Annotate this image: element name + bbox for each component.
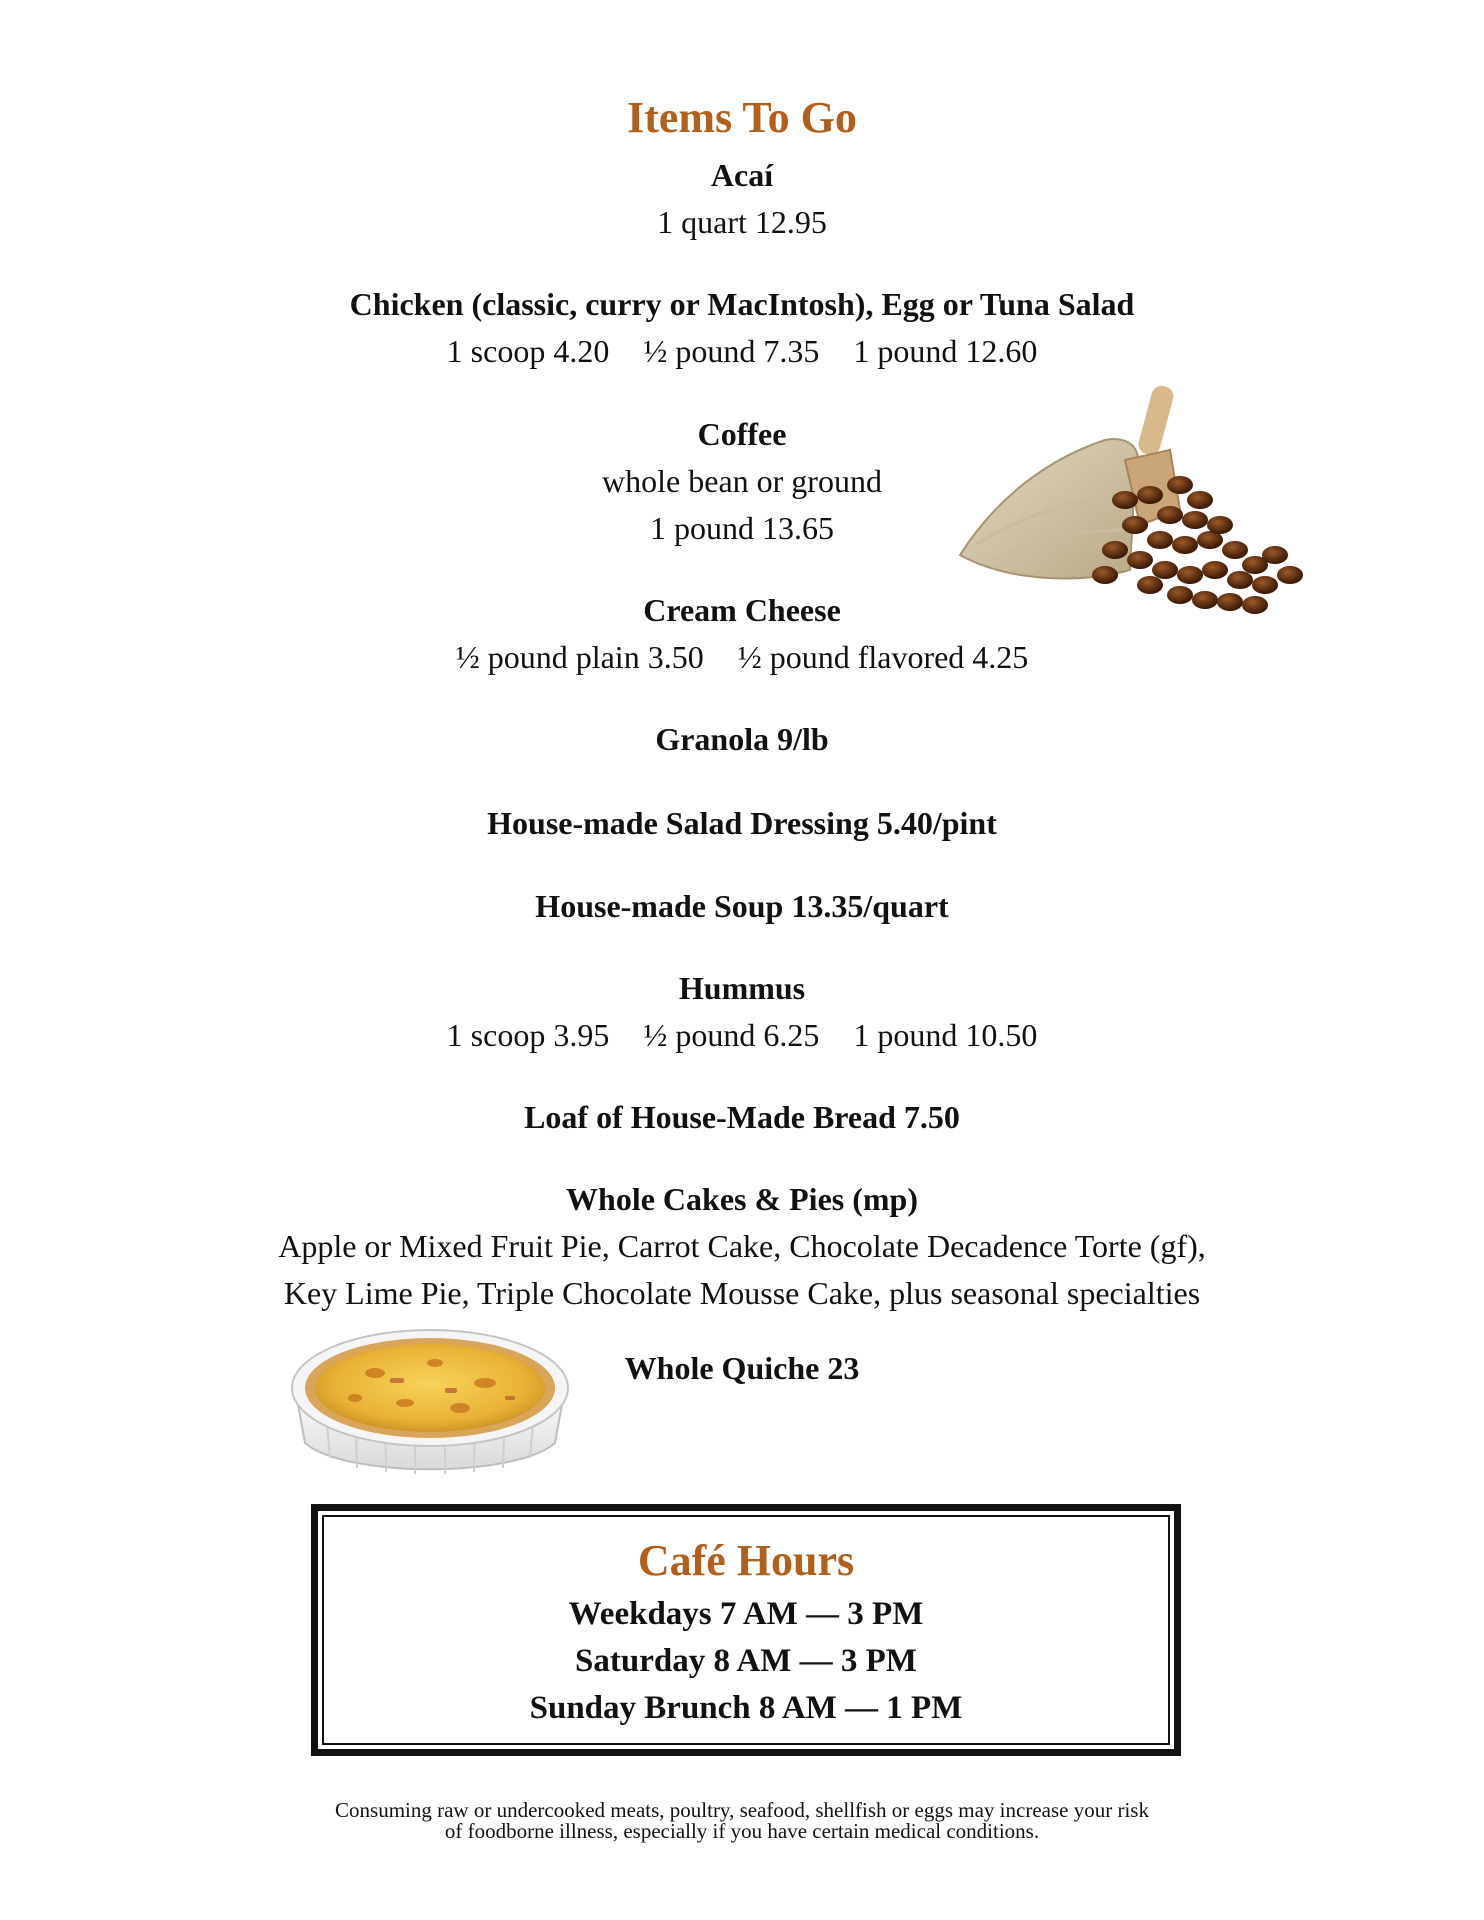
item-acai-name: Acaí bbox=[710, 157, 774, 193]
item-bread: Loaf of House-Made Bread 7.50 bbox=[524, 1099, 960, 1135]
cafe-hours-box bbox=[311, 1504, 1181, 1756]
hours-saturday: Saturday 8 AM — 3 PM bbox=[575, 1643, 917, 1679]
price-option: 1 pound 10.50 bbox=[853, 1017, 1038, 1053]
item-salad-dressing: House-made Salad Dressing 5.40/pint bbox=[487, 805, 997, 841]
item-coffee-name: Coffee bbox=[697, 416, 787, 452]
item-coffee-price: 1 pound 13.65 bbox=[650, 510, 834, 546]
cafe-hours-inner-border bbox=[322, 1515, 1170, 1745]
price-option: 1 scoop 4.20 bbox=[446, 333, 610, 369]
hours-sunday: Sunday Brunch 8 AM — 1 PM bbox=[529, 1690, 963, 1726]
item-acai-price: 1 quart 12.95 bbox=[657, 204, 827, 240]
hours-weekdays: Weekdays 7 AM — 3 PM bbox=[568, 1596, 924, 1632]
price-option: ½ pound 6.25 bbox=[643, 1017, 820, 1053]
price-option: 1 scoop 3.95 bbox=[446, 1017, 610, 1053]
item-salad-name: Chicken (classic, curry or MacIntosh), Egg or Tuna Salad bbox=[349, 286, 1135, 322]
item-granola: Granola 9/lb bbox=[655, 721, 829, 757]
item-cream-cheese-name: Cream Cheese bbox=[643, 592, 841, 628]
cafe-hours-title: Café Hours bbox=[637, 1536, 855, 1585]
item-hummus-name: Hummus bbox=[678, 970, 806, 1006]
price-option: ½ pound plain 3.50 bbox=[455, 639, 704, 675]
disclaimer-line-2: of foodborne illness, especially if you have certain medical conditions. bbox=[444, 1819, 1040, 1843]
page-title: Items To Go bbox=[627, 93, 857, 142]
disclaimer-line-1: Consuming raw or undercooked meats, poultry, seafood, shellfish or eggs may increase your risk bbox=[335, 1798, 1149, 1822]
item-quiche: Whole Quiche 23 bbox=[624, 1350, 860, 1386]
price-option: ½ pound flavored 4.25 bbox=[737, 639, 1029, 675]
price-option: 1 pound 12.60 bbox=[853, 333, 1038, 369]
item-soup: House-made Soup 13.35/quart bbox=[535, 888, 949, 924]
item-salad-prices bbox=[0, 333, 1484, 370]
item-hummus-prices bbox=[0, 1017, 1484, 1054]
item-cream-cheese-prices bbox=[0, 639, 1484, 676]
quiche-image bbox=[285, 1318, 575, 1483]
item-cakes-name: Whole Cakes & Pies (mp) bbox=[566, 1181, 918, 1217]
item-cakes-desc-2: Key Lime Pie, Triple Chocolate Mousse Cake, plus seasonal specialties bbox=[283, 1275, 1201, 1311]
price-option: ½ pound 7.35 bbox=[643, 333, 820, 369]
item-cakes-desc-1: Apple or Mixed Fruit Pie, Carrot Cake, Chocolate Decadence Torte (gf), bbox=[278, 1228, 1206, 1264]
coffee-beans-sack-image bbox=[955, 380, 1320, 620]
item-coffee-desc: whole bean or ground bbox=[602, 463, 882, 499]
